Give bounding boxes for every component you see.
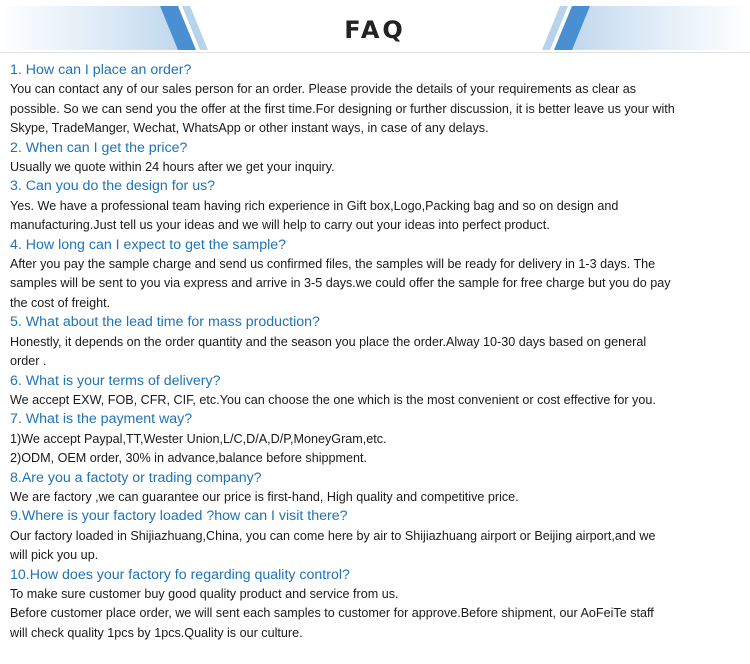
faq-answer-line: 1)We accept Paypal,TT,Wester Union,L/C,D/A,D/P,MoneyGram,etc. — [10, 431, 387, 446]
faq-answer-line: You can contact any of our sales person for an order. Please provide the details of your requirements as clear as — [10, 82, 637, 97]
faq-answer-line: Before customer place order, we will sent each samples to customer for approve.Before shipment, our AoFeiTe staff — [10, 606, 654, 621]
faq-answer-line: samples will be sent to you via express and arrive in 3-5 days.we could offer the sample for free charge but you do pay — [10, 276, 671, 291]
faq-answer-line: To make sure customer buy good quality product and service from us. — [10, 586, 399, 601]
faq-answer-line: Yes. We have a professional team having rich experience in Gift box,Logo,Packing bag and so on design and — [10, 198, 619, 213]
faq-item — [10, 507, 744, 565]
faq-question: 4. How long can I expect to get the sample? — [10, 236, 287, 253]
faq-answer — [10, 488, 744, 507]
faq-answer-line: possible. So we can send you the offer at the first time.For designing or further discussion, it is better leave us your with — [10, 101, 675, 116]
faq-answer — [10, 80, 744, 138]
faq-question: 6. What is your terms of delivery? — [10, 372, 221, 389]
faq-answer-line: We accept EXW, FOB, CFR, CIF, etc.You can choose the one which is the most convenient or cost effective for you. — [10, 392, 656, 407]
page-title: FAQ — [344, 16, 406, 44]
faq-answer — [10, 255, 744, 313]
faq-item — [10, 566, 744, 644]
faq-item — [10, 236, 744, 314]
faq-item — [10, 61, 744, 139]
faq-item — [10, 469, 744, 508]
faq-answer — [10, 333, 744, 372]
faq-answer-line: Skype, TradeManger, Wechat, WhatsApp or other instant ways, in case of any delays. — [10, 121, 489, 136]
faq-answer-line: Our factory loaded in Shijiazhuang,China, you can come here by air to Shijiazhuang airport or Beijing airport,and we — [10, 528, 656, 543]
faq-question: 1. How can I place an order? — [10, 62, 192, 78]
faq-answer-line: After you pay the sample charge and send us confirmed files, the samples will be ready for delivery in 1-3 days. The — [10, 257, 656, 272]
faq-item — [10, 313, 744, 371]
faq-question: 10.How does your factory fo regarding quality control? — [10, 566, 350, 583]
faq-answer — [10, 430, 744, 469]
faq-answer-line: 2)ODM, OEM order, 30% in advance,balance before shippment. — [10, 451, 368, 466]
faq-answer — [10, 158, 744, 177]
faq-answer-line: will check quality 1pcs by 1pcs.Quality is our culture. — [10, 625, 303, 640]
faq-answer — [10, 391, 744, 410]
faq-item — [10, 177, 744, 235]
faq-answer-line: We are factory ,we can guarantee our price is first-hand, High quality and competitive price. — [10, 489, 519, 504]
faq-answer-line: Honestly, it depends on the order quantity and the season you place the order.Alway 10-30 days based on general — [10, 334, 647, 349]
faq-question: 2. When can I get the price? — [10, 139, 188, 156]
faq-item — [10, 372, 744, 411]
faq-question: 5. What about the lead time for mass production? — [10, 314, 320, 331]
faq-answer — [10, 527, 744, 566]
faq-item — [10, 410, 744, 468]
faq-answer — [10, 197, 744, 236]
faq-answer — [10, 585, 744, 643]
faq-question: 9.Where is your factory loaded ?how can I visit there? — [10, 508, 348, 525]
faq-answer-line: the cost of freight. — [10, 295, 111, 310]
faq-answer-line: will pick you up. — [10, 548, 99, 563]
faq-question: 3. Can you do the design for us? — [10, 178, 216, 195]
faq-item — [10, 139, 744, 178]
faq-question: 7. What is the payment way? — [10, 411, 193, 428]
faq-answer-line: manufacturing.Just tell us your ideas and we will help to carry out your ideas into perfect product. — [10, 218, 550, 233]
faq-list — [10, 61, 744, 643]
faq-answer-line: order . — [10, 354, 47, 369]
faq-header — [0, 0, 750, 60]
faq-question: 8.Are you a factoty or trading company? — [10, 469, 262, 486]
faq-answer-line: Usually we quote within 24 hours after we get your inquiry. — [10, 160, 335, 175]
